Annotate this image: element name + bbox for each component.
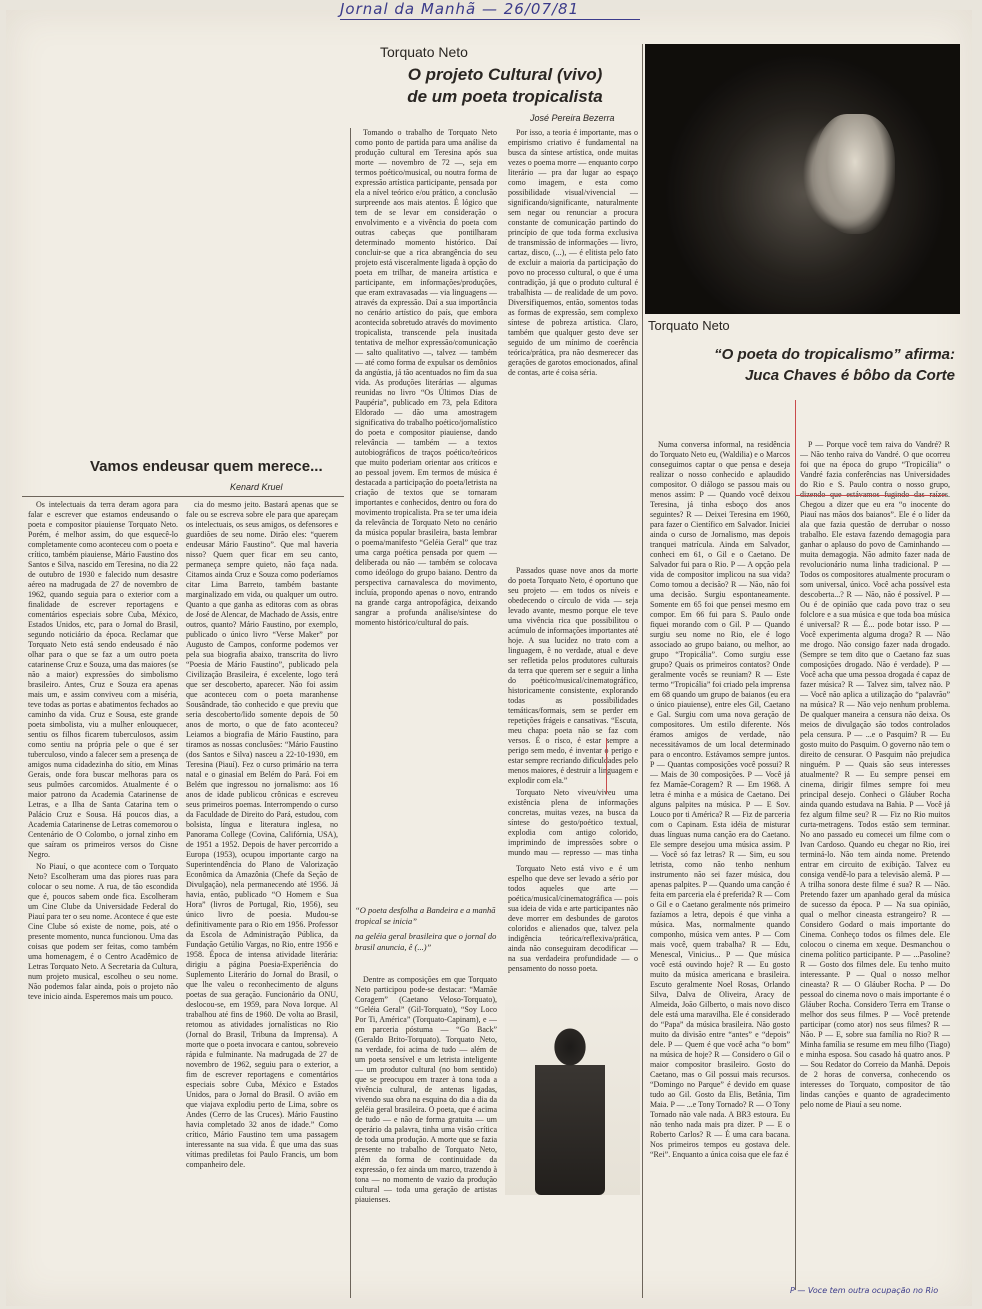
main-article-section: Torquato Neto bbox=[380, 44, 468, 60]
paragraph: Passados quase nove anos da morte do poeta Torquato Neto, é oportuno que seu projeto — em todos os níveis e obedecendo o círculo de vida — seja levado avante, mesmo porque ele teve uma vivência rica que possibilitou o acúmulo de informações importantes até hoje. A sua lucidez no trato com a linguagem, ê no verdade, atual e deve ser refletida pelos produtores culturais da terra que querem ser e seguir a linha do poético/musical/cinematográfico, historicamente consistente, explorando todas as possibilidades temáticas/formais, sem se perder em repetições frágeis e cansativas. “Escuta, meu chapa: poeta não se faz com versos. É o risco, é estar sempre a perigo sem medo, é inventar o perigo e estar sempre recriando dificuldades pelo menos maiores, é destruir a linguagem e explodir com ela.” bbox=[508, 566, 638, 785]
paragraph: cia do mesmo jeito. Bastará apenas que se fale ou se escreva sobre ele para que apareçam os intelectuais, os seus amigos, os defensores e guardiões de seu nome. Dirão eles: “querem endeusar Mário Faustino”. Que mal haveria nisso? Quem quer ficar em seu canto, permaneça sempre quieto, não faça nada. Citamos ainda Cruz e Souza como poderíamos citar Lima Barreto, também bastante marginalizado em vida, ou qualquer um outro. Quanto a que ganha as editoras com as obras de José de Alencar, de Machado de Assis, entre outros, quanto? Mário Faustino, por exemplo, publicado o único livro “Verse Maker” por Augusto de Campos, conforme podemos ver pela sua biografia abaixo, transcrita do livro “Poesia de Mário Faustino”, publicado pela Civilização Brasileira, é excelente, logo terá que ser descoberto, aparecer. Não foi assim que aconteceu com o poeta maranhense Sousândrade, tão conhecido e que previu que seria descoberto/lido somente depois de 50 anos de morto, o que de fato aconteceu? Leiamos a biografia de Mário Faustino, para tiramos as nossas conclusões: “Mário Faustino (dos Santos e Silva) nasceu a 22-10-1930, em Teresina (Piauí). Fez o curso primário na terra natal e o ginasial em Belém do Pará. Foi em Belém que ingressou no jornalismo: aos 16 anos de idade publicou crônicas e escreveu seus primeiros poemas. Interrompendo o curso da Faculdade de Direito do Pará, estudou, com bolsista, língua e literatura inglesa, no Panorama College (Covina, Califórnia, USA), de 1951 a 1952. Depois de haver percorrido a Europa (1953), ocupou importante cargo na Superintendência do Plano de Valorização Econômica da Amazônia (Chefe da Seção de Divulgação), nela permanecendo até 1956. Já havia, então, publicado “O Homem e Sua Hora” (livros de Portugal, Rio, 1956), seu único livro de poesia. Mudou-se definitivamente para o Rio em 1956. Professor da Escola de Administração Pública, da Fundação Getúlio Vargas, no Rio, entre 1956 e 1958. Época de intensa atividade literária: dirigiu a página Poesia-Experiência do Suplemento Literário do Jornal do Brasil, o que lhe valeu o reconhecimento de alguns poetas de sua geração. Funcionário da ONU, deslocou-se, em 1959, para Nova Iorque. Al trabalhou até fins de 1960. De volta ao Brasil, retomou as atividades jornalísticas no Rio (Jornal do Brasil, Tribuna da Imprensa). A morte que o poeta invocara e cantou, sobreveio rápida e fulminante. Na madrugada de 27 de novembro de 1962, seguiu para o exterior, a fim de escrever reportagens e comentários especiais sobre Cuba, México e Estados Unidos, para o Jornal do Brasil. O avião em que viajava explodiu perto de Lima, sobre os Andes (Cerro de las Cruces). Mário Faustino havia completado 32 anos de idade.” Como crítico, Mário Faustino tem uma passagem interessante na sua vida. É que uma das suas vítimas prediletas foi Paulo Francis, um bom companheiro dele. bbox=[186, 500, 338, 1169]
column-rule bbox=[350, 128, 351, 1298]
main-article-column-2 bbox=[508, 128, 638, 558]
section-rule bbox=[22, 496, 344, 497]
column-rule bbox=[795, 440, 796, 1290]
pull-quote bbox=[355, 905, 500, 965]
paragraph: Numa conversa informal, na residência do Torquato Neto eu, (Waldilia) e o Marcos conseguimos captar o que pensa e deseja realizar o nosso conhecido e aplaudido compositor. O diálogo se passou mais ou menos assim: P — Quando você deixou Teresina, já tinha esboço dos anos seguintes? R — Deixei Teresina em 1960, para fazer o Científico em Salvador. Iniciei ainda o curso de Jornalismo, mas depois tranquei matrícula. Ainda em Salvador, conheci em 61, o Gil e o Caetano. De Salvador fui para o Rio. P — A opção pela vida de compositor implicou na sua vida? Como tomou a decisão? R — Não, não foi uma decisão. Surgiu espontaneamente. Somente em 65 foi que pensei mesmo em compor. Em 66 fui para S. Paulo onde fiquei morando com o Gil. P — Quando surgiu seu nome no Rio, ele é logo associado ao grupo baiano, ou melhor, ao grupo “Tropicália”. Como surgiu esse grupo? Quais os primeiros contatos? Onde geralmente vocês se reuniam? R — Este termo “Tropicália” foi criado pela imprensa em 68 quando um grupo de baianos (eu era o único piauiense), entre eles Gil, Caetano e Gal. Surgiu com uma nova geração de compositores. Um estilo diferente. Nós éramos amigos de verdade, não necessitávamos de um local determinado para o encontro. Estávamos sempre juntos. P — Quantas composições você possui? R — Mais de 30 composições. P — Você já fez Mamãe-Coragem? R — Em 1968. A letra é minha e a música de Caetano. Dei alguns palpites na música. P — E Sov. Louco por ti América? R — Fiz de parceria com o Capinam. Esta idéia de misturar duas línguas numa canção era do Caetano. Ele sempre desejou uma música assim. P — Você só faz letras? R — Sim, eu sou letrista, como não tenho nenhum instrumento não sei fazer música, dou apenas palpites. P — Quando uma canção é feita em parceria ela é preferida? R — Com o Gil e o Caetano geralmente nós primeiro fazíamos a letra, depois é que vinha a música. Mas, normalmente quando componho, música vem antes. P — Com mais você, quem trabalha? R — Edu, Menescal, Vinicius... P — Que música você está ouvindo hoje? R — Eu gosto muito da música americana e brasileira. Escuto geralmente Noel Rosas, Orlando Silva, Dalva de Oliveira, Aracy de Almeida, João Gilberto, o mais novo disco dele está uma maravilha. Ele é considerado do “Papa” da música brasileira. Não gosto muito da divisão entre “antes” e “depois” dele. P — Quem é que você acha “o bom” na música de hoje? R — Considero o Gil o maior compositor brasileiro. Gosto do Caetano, mas o Gil possui mais recursos. “Domingo no Parque” é devido em quase tudo ao Gil. Gosto da Elis, Betânia, Tim Maia. P — ...e Tony Tornado? R — O Tony Tornado não vale nada. A BR3 estoura. Eu não tenho nada mais pra dizer. P — E o Roberto Carlos? R — É uma cara bacana. Nos primeiros tempos eu gostava dele. “Rei”. Enquanto a única coisa que ele faz é bbox=[650, 440, 790, 1159]
paragraph: Por isso, a teoria é importante, mas o empirismo criativo é fundamental na busca da síntese artística, onde muitas vezes o poema morre — enquanto corpo literário — pra dar lugar ao espaço como imagem, e esta como possibilidade visual/vivencial — significando/significante, naturalmente sem negar ou renunciar a procura constante de comunicação partindo do princípio de que toda forma exclusiva de transmissão de informações — livro, cartaz, disco, (...), — é elitista pelo fato de excluir a maioria da participação do povo no processo cultural, o que é uma contradição, já que o produto cultural é trabalhista — de realidade de um povo. Diversifiquemos, então, somentos todas as formas de expressão, sem complexo síntese de pobreza artística. Claro, também que qualquer gesto deve ser seguido de um mínimo de coerência teórica/prática, pra não desmerecer das gerações de garotos emocionados, afinal de contas, arte é coisa séria. bbox=[508, 128, 638, 377]
paragraph: Tomando o trabalho de Torquato Neto como ponto de partida para uma análise da produção cultural em Teresina após sua morte — novembro de 72 —, seja em termos poético/musical, ou noutra forma de expressão artística participante, pensada por ela a nível teórico e/ou prático, a conclusão surpreende aos mais atentos. É lógico que tem de se levar em consideração o envolvimento e a vivência do poeta com outras cabeças que pontilharam determinado momento histórico. Daí concluir-se que a rica abrangência do seu projeto está visceralmente ligada à opção do poeta em trilhar, de maneira artística e participante, em informações/produções, que eram extravasadas — via linguagens — através da expressão. Daí a sua importância no cenário artístico do país, que embora acontecida sobretudo através do movimento tropicalista, transcende pela inusitada tentativa de melhor expressão/comunicação — salto qualitativo —, talvez — também — até como forma de expulsar os demônios da angústia, já tão acentuados no fim da sua vida. As produções literárias — algumas reunidas no livro “Os Últimos Dias de Paupéria”, publicado em 73, pela Editora Eldorado — dão uma amostragem significativa do trabalho poético/jornalístico do poeta e compositor piauiense, dando relevância — também — a textos autobiográficos de traços poético/teóricos que muito poderiam orientar aos críticos e ao pessoal jovem. Em termos de música é destacada a participação do poeta/letrista na criação de textos que se tornaram importantes e conhecidos, dentro ou fora do movimento tropicalista. Pra se ter uma ideia da relevância de Torquato Neto no cenário da música popular brasileira, basta lembrar o poema/manifesto “Geléia Geral” que traz uma carga poética pensada por quem — deliberada ou não — também se colocava como ideólogo do grupo baiano. Dentro da perspectiva carnavalesca do movimento, incluía, propondo apenas o novo, entrando na grande carga antropofágica, deixando sangrar a profunda análise/síntese do momento histórico/cultural do país. bbox=[355, 128, 497, 627]
paragraph: Torquato Neto está vivo e é um espelho que deve ser levado a sério por todos aqueles que arte — poética/musical/cinematográfica — pois sua ideia de vida e arte participantes não deve morrer em desbundes de garotos coloridos e alienados que, talvez pela indigência teórica/reflexiva/prática, ainda não conseguiram decodificar — na sua verdadeira profundidade — o pensamento do nosso poeta. bbox=[508, 864, 638, 973]
main-article-column-2c bbox=[508, 864, 638, 984]
paragraph: No Piauí, o que acontece com o Torquato Neto? Escolheram uma das piores ruas para colocar o seu nome. A rua, de tão escondida que é, poucos sabem onde fica. Escolheram um Cine Clube da Universidade Federal do Piauí para ter o seu nome. Acontece é que este Cine Clube só existe de nome, pois, até o presente momento, nunca funcionou. Uma das coisas que podem ser feitas, como também uma homenagem, é o Centro Acadêmico de Letras Torquato Neto. A Secretaria da Cultura, num projeto musical, escolheu o seu nome. Não podemos falar ainda, pois o projeto não teve inicio ainda. Esperemos mais um pouco. bbox=[28, 862, 178, 1001]
main-article-column-1b bbox=[355, 975, 497, 1295]
interview-title-line2: Juca Chaves é bôbo da Corte bbox=[744, 367, 955, 384]
paragraph: Torquato Neto viveu/viveu uma existência plena de informações concretas, muitas vezes, na busca da síntese do gesto/poético textual, explodia com antigo colorido, imprimindo de impressões sobre o mundo mau — represso — mas tinha bbox=[508, 788, 638, 856]
interview-column-2 bbox=[800, 440, 950, 1290]
poet-portrait-photo bbox=[645, 44, 960, 314]
left-article-title: Vamos endeusar quem merece... bbox=[90, 458, 323, 475]
photo-caption: Torquato Neto bbox=[648, 318, 730, 333]
paragraph: Os intelectuais da terra deram agora para falar e escrever que estamos endeusando o poeta e compositor piauiense Torquato Neto. Porém, é melhor assim, do que esquecê-lo completamente como aconteceu com o poeta e crítico, também piauiense, Mário Faustino dos Santos e Silva, nascido em Teresina, no dia 22 de outubro de 1930 e falecido num desastre aéreo na madrugada de 27 de novembro de 1962, quando seguia para o exterior com a finalidade de escrever reportagens e comentários especiais sobre Cuba, México, Estados Unidos, etc, para o Jornal do Brasil, segundo noticiário da época. Reclamar que Torquato Neto está sendo endeusado é não olhar para o que se faz a um outro poeta catarinense Cruz e Souza, uma das maiores (se não a maior) expressões do simbolismo brasileiro. Antes, Cruz e Souza era apenas mais um, e assim conviveu com a miséria, teve todas as portas e abatimentos fechados ao caminho da vida. Cruz e Sousa, este grande poeta simbolista, viu a mulher enlouquecer, sentiu os filhos ficarem tuberculosos, assim como sentiu na própria pele o que é ser tuberculoso, vindo a falecer sem a presença de amigos numa cidadezinha do sítio, em Minas Gerais, onde fora buscar melhoras para os seus pulmões carcomidos. Atualmente é o maior patrono da Academia Catarinense de Letras, e a Ilha de Santa Catarina tem o Palácio Cruz e Sousa. Há poucos dias, a Academia Catarinense de Letras comemorou o Centenário de O Colombo, o jornal zinho em que saíram os primeiros versos do Cisne Negro. bbox=[28, 500, 178, 859]
handwritten-annotation: P — Voce tem outra ocupação no Rio bbox=[790, 1286, 939, 1295]
red-margin-mark bbox=[606, 738, 615, 794]
paragraph: Dentre as composições em que Torquato Neto participou pode-se destacar: “Mamãe Coragem” (Caetano Veloso-Torquato), “Geléia Geral” (Gil-Torquato), “Soy Loco Por Ti, América” (Torquato-Capinam), e — em parceria póstuma — “Go Back” (Geraldo Brito-Torquato). Torquato Neto, na verdade, foi acima de tudo — além de um poeta sensível e um letrista inteligente — um produtor cultural (no bom sentido) que se preocupou em trazer à tona toda a vivência cultural, de antenas ligadas, vivendo sua obra na esquina do dia a dia da geléia geral brasileira. O poeta, que é acima de tudo — e não de forma gratuita — um operário da palavra, tinha uma visão crítica de toda uma produção. A morte que se fazia presente no trabalho de Torquato Neto, além da forma de continuidade da expressão, o fez ainda um marco, trazendo à tona — no momento de vazio da produção cultural — toda uma geração de artistas piauienses. bbox=[355, 975, 497, 1204]
quote-line-1: “O poeta desfolha a Bandeira e a manhã tropical se inicia” bbox=[355, 905, 496, 926]
main-title-line1: O projeto Cultural (vivo) bbox=[407, 65, 603, 84]
left-article-column-2 bbox=[186, 500, 338, 1290]
left-article-byline: Kenard Kruel bbox=[230, 482, 283, 492]
main-article-title bbox=[360, 64, 650, 108]
handwritten-header: Jornal da Manhã — 26/07/81 bbox=[340, 0, 640, 20]
red-margin-mark bbox=[795, 400, 946, 496]
paragraph: P — Porque você tem raiva do Vandré? R — Não tenho raiva do Vandré. O que ocorreu foi que na época do grupo “Tropicália” o Vandré fazia conferências nas Universidades do Rio e S. Paulo contra o nosso grupo, dizendo que estávamos fugindo das raízes. Chegou a dizer que eu era “o inocente do Piauí nas mãos dos baianos”. Ele é o líder da ala que fazia questão de derrubar o nosso trabalho. Ele estava fazendo demagogia para ganhar o aplauso do povo de Caminhando — muita demagogia. Não admito fazer nada de revolucionário numa linha tradicional. P — Todos os compositores atualmente procuram o som universal, único. Você acha possível esta descoberta...? R — Não, não é possível. P — Ou é de opinião que cada povo traz o seu folclore e a sua música e que toda boa música é universal? R — É... pode botar isso. P — Você experimenta alguma droga? R — Não me drogo. Não consigo fazer nada drogado. (Sempre se tem dito que o Caetano faz suas composições drogado. Não é verdade). P — Você acha que uma pessoa drogada é capaz de fazer música? R — Talvez sim, talvez não. P — Você não aplica a utilização do “palavrão” na música? R — Não vejo nenhum problema. De qualquer maneira a censura não deixa. Os meios de divulgação são todos controlados pela censura. P — ...e o Pasquim? R — Eu gosto muito do Pasquim. O governo não tem o direito de censurar. O Pasquim não prejudica ninguém. P — Quais são seus interesses atualmente? R — Eu sempre pensei em cinema, dirigir filmes sempre foi meu principal desejo. Conheci o Gláuber Rocha ainda quando estudava na Bahia. P — Você já fez algum filme seu? R — Fiz no Rio muitos curta-metragens. Todos estão sem terminar. No ano passado eu comecei um filme com o Ivan Cardoso. Quando eu chegar no Rio, irei terminá-lo. Não tem ainda nome. Pretendo entrar em circuito de exibição. Talvez eu consiga vendê-lo para a televisão alemã. P — A trilha sonora deste filme é sua? R — Não. Pretendo fazer um apanhado geral da música de sucesso da época. P — Na sua opinião, qual o melhor cineasta estrangeiro? R — Considero Godard o mais importante do Cinema. Conheço todos os filmes dele. Ele colocou o cinema em xeque. Desmanchou o cinema político participante. P — ...Pasoline? R — Gosto dos filmes dele. Eu tenho muito interessante. P — Qual o nosso melhor cineasta? R — O Gláuber Rocha. P — Do pessoal do cinema novo o mais importante é o Gláuber Rocha. Considero Terra em Transe o melhor dos seus filmes. P — Você pretende participar (como ator) nos seus filmes? R — Não. P — E, sobre sua família no Rio? R — Minha família se resume em meu filho (Tiago) e minha esposa. Sou casado há quatro anos. P — Sou Redator do Correio da Manhã. Depois de 2 horas de conversa, conhecendo os interesses do Torquato, compositor de tão lindas canções e quanto de agradecimento pelo nome de Piauí a seu nome. bbox=[800, 440, 950, 1109]
poet-photo-small bbox=[505, 1000, 640, 1195]
main-article-byline: José Pereira Bezerra bbox=[530, 113, 615, 123]
left-article-column-1 bbox=[28, 500, 178, 1290]
poet-figure bbox=[535, 1025, 605, 1195]
main-title-line2: de um poeta tropicalista bbox=[407, 87, 603, 106]
interview-column-1 bbox=[650, 440, 790, 1290]
column-rule bbox=[642, 44, 643, 1298]
quote-line-2: na geléia geral brasileira que o jornal do brasil anuncia, ê (...)” bbox=[355, 931, 497, 952]
interview-title-line1: “O poeta do tropicalismo” afirma: bbox=[714, 346, 955, 363]
interview-title bbox=[655, 344, 955, 386]
main-article-column-2b bbox=[508, 566, 638, 856]
